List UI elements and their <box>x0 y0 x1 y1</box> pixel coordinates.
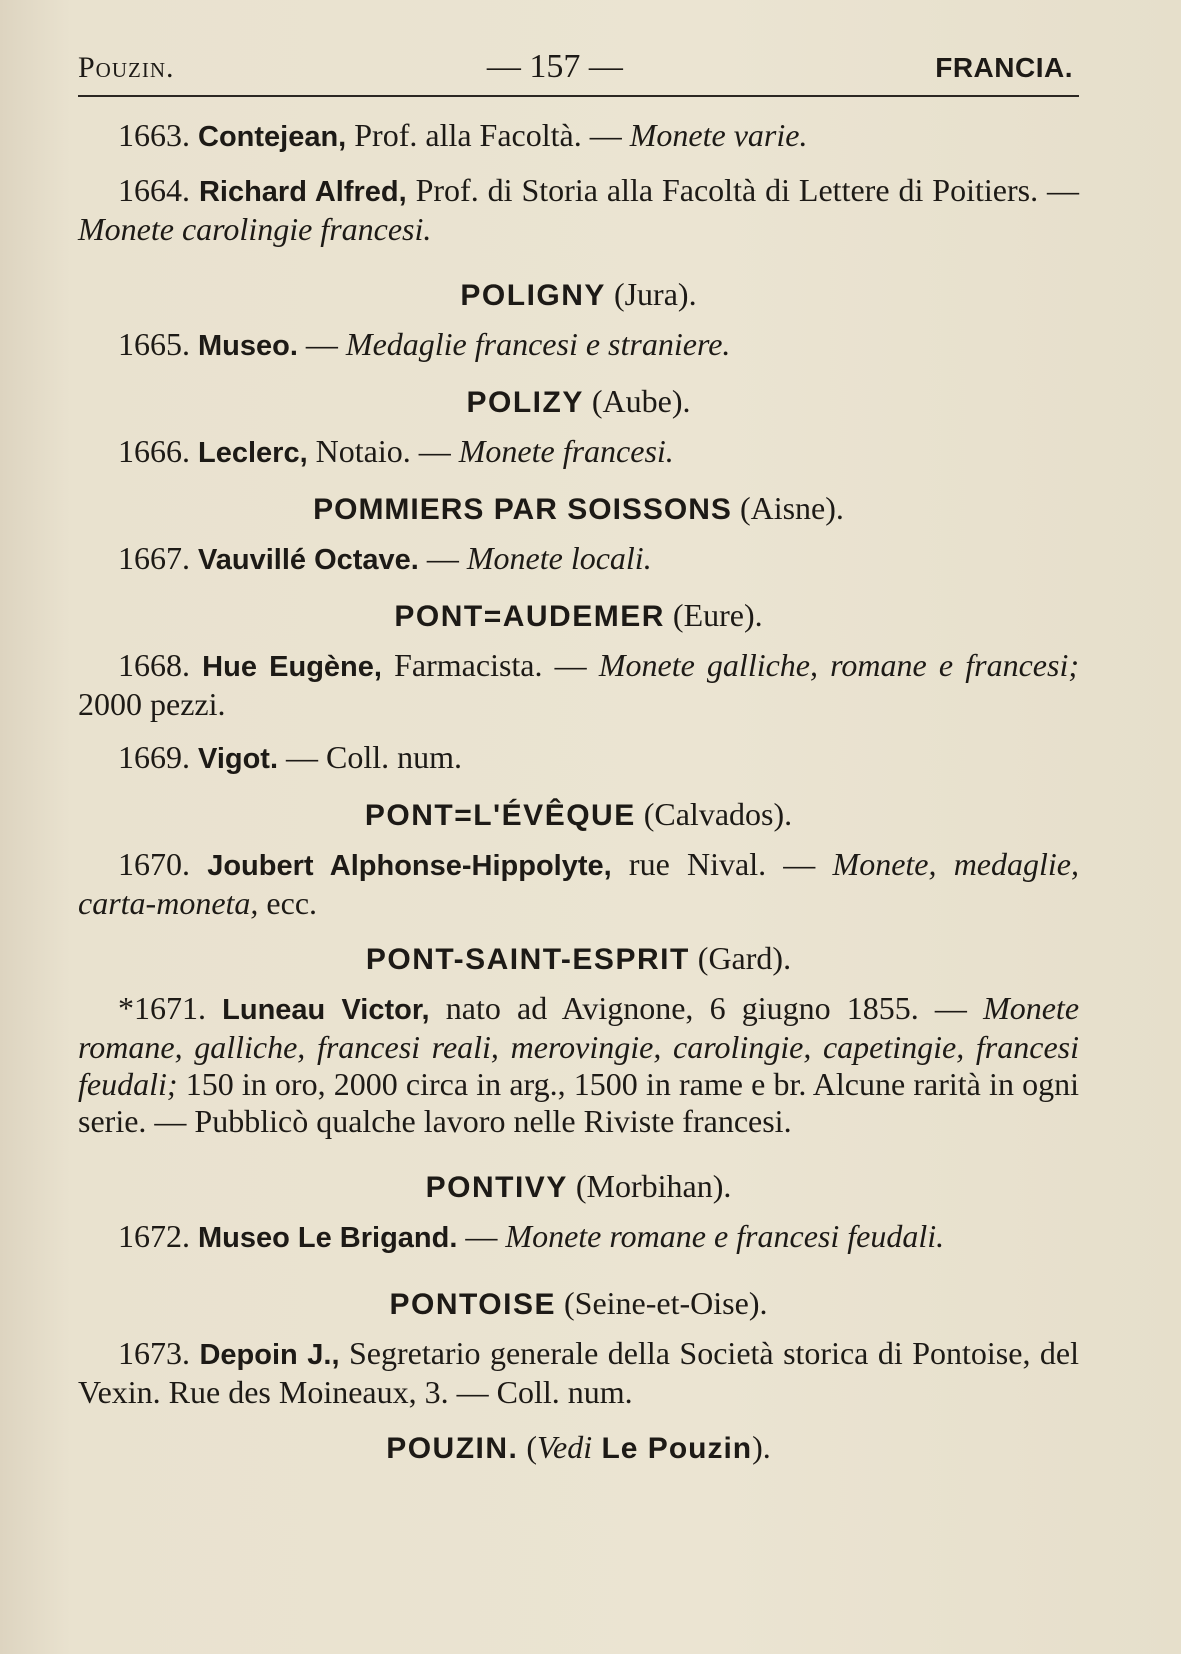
running-head-left: Pouzin. <box>78 51 175 84</box>
region-open: ( <box>518 1429 538 1466</box>
entry-number: 1670. <box>118 846 190 883</box>
collection-description: Monete, medaglie, carta-moneta, <box>78 846 1079 922</box>
city-name: POLIGNY <box>460 279 606 313</box>
city-name: PONTOISE <box>389 1288 556 1322</box>
entry-1665 <box>78 326 1079 365</box>
entry-1664 <box>78 172 1079 248</box>
entry-1666 <box>78 433 1079 472</box>
entry-number: 1667. <box>118 540 190 577</box>
entry-1673 <box>78 1335 1079 1411</box>
cross-reference-target: Le Pouzin <box>592 1432 753 1466</box>
entry-number: 1669. <box>118 739 190 776</box>
collector-name: Richard Alfred, <box>198 176 407 209</box>
entry-text-after: 2000 pezzi. <box>78 686 226 723</box>
city-heading-polizy <box>78 381 1079 423</box>
collector-name: Museo Le Brigand. <box>198 1222 458 1255</box>
collector-name: Leclerc, <box>198 437 308 470</box>
city-heading-pontoise <box>78 1283 1079 1325</box>
collection-description: Monete francesi. <box>458 433 674 470</box>
entry-text: Prof. di Storia alla Facoltà di Lettere di Poitiers. — <box>406 172 1080 209</box>
region-close: ). <box>752 1429 771 1466</box>
collector-name: Hue Eugène, <box>202 651 382 684</box>
entry-number: 1665. <box>118 326 190 363</box>
entry-text: rue Nival. — <box>611 846 833 883</box>
cross-reference-vedi: Vedi <box>537 1429 593 1466</box>
running-head-right: FRANCIA. <box>935 52 1073 83</box>
entry-1671 <box>78 990 1079 1140</box>
collection-description: Monete carolingie francesi. <box>78 211 432 248</box>
entry-1670 <box>78 846 1079 922</box>
entry-1669 <box>78 739 1079 778</box>
city-heading-pontivy <box>78 1166 1079 1208</box>
entry-text-after: ecc. <box>258 885 318 922</box>
entry-text: — <box>418 540 467 577</box>
entry-text: — <box>297 326 346 363</box>
region-name: (Morbihan). <box>567 1168 732 1205</box>
city-heading-pont-leveque <box>78 794 1079 836</box>
region-name: (Eure). <box>664 597 763 634</box>
region-name: (Aube). <box>583 383 691 420</box>
entry-1663 <box>78 117 1079 156</box>
entry-text: nato ad Avignone, 6 giugno 1855. — <box>429 990 984 1027</box>
city-name: PONTIVY <box>425 1171 568 1205</box>
city-name: POLIZY <box>466 386 584 420</box>
entry-text-after: 150 in oro, 2000 circa in arg., 1500 in rame e br. Alcune rarità in ogni serie. — Pubblicò qualche lavoro nelle Riviste francesi. <box>78 1066 1079 1140</box>
entry-number: 1664. <box>118 172 190 209</box>
collection-description: Monete romane e francesi feudali. <box>505 1218 945 1255</box>
collection-description: Monete galliche, romane e francesi; <box>598 647 1080 684</box>
collector-name: Luneau Victor, <box>222 994 430 1027</box>
entry-1667 <box>78 540 1079 579</box>
page-content <box>78 97 1079 1469</box>
collector-name: Vauvillé Octave. <box>198 544 419 577</box>
running-head <box>78 48 1079 97</box>
collection-description: Monete locali. <box>466 540 652 577</box>
entry-text: — Coll. num. <box>278 739 463 776</box>
city-name: PONT=L'ÉVÊQUE <box>364 799 636 833</box>
entry-number: 1666. <box>118 433 190 470</box>
entry-text: Farmacista. — <box>381 647 599 684</box>
entry-text: Segretario generale della Società storica di Pontoise, del Vexin. Rue des Moineaux, 3. — Coll. num. <box>78 1335 1080 1411</box>
city-heading-pont-saint-esprit <box>78 938 1079 980</box>
collector-name: Museo. <box>198 330 298 363</box>
region-name: (Jura). <box>605 276 697 313</box>
entry-number: *1671. <box>118 990 206 1027</box>
city-heading-pont-audemer <box>78 595 1079 637</box>
entry-1672 <box>78 1218 1079 1257</box>
region-name: (Gard). <box>689 940 792 977</box>
city-heading-poligny <box>78 274 1079 316</box>
collector-name: Vigot. <box>198 743 279 776</box>
entry-text: — <box>457 1218 506 1255</box>
collection-description: Monete varie. <box>629 117 808 154</box>
entry-number: 1672. <box>118 1218 190 1255</box>
page-number: — 157 — <box>486 48 623 85</box>
entry-number: 1668. <box>118 647 190 684</box>
collector-name: Joubert Alphonse-Hippolyte, <box>207 850 612 883</box>
city-name: PONT=AUDEMER <box>394 600 665 634</box>
city-name: PONT-SAINT-ESPRIT <box>365 943 690 977</box>
region-name: (Calvados). <box>635 796 793 833</box>
entry-1668 <box>78 647 1079 723</box>
collection-description: Medaglie francesi e straniere. <box>345 326 731 363</box>
entry-text: Notaio. — <box>307 433 459 470</box>
collector-name: Depoin J., <box>199 1339 340 1372</box>
entry-number: 1663. <box>118 117 190 154</box>
city-name: POMMIERS PAR SOISSONS <box>313 493 732 527</box>
entry-number: 1673. <box>118 1335 190 1372</box>
city-heading-pouzin <box>78 1427 1079 1469</box>
region-name: (Seine-et-Oise). <box>556 1285 768 1322</box>
city-heading-pommiers <box>78 488 1079 530</box>
collection-description: Monete romane, galliche, francesi reali, merovingie, carolingie, capetingie, francesi feudali; <box>78 990 1080 1103</box>
city-name: POUZIN. <box>386 1432 519 1466</box>
region-name: (Aisne). <box>731 490 844 527</box>
entry-text: Prof. alla Facoltà. — <box>346 117 630 154</box>
collector-name: Contejean, <box>198 121 347 154</box>
